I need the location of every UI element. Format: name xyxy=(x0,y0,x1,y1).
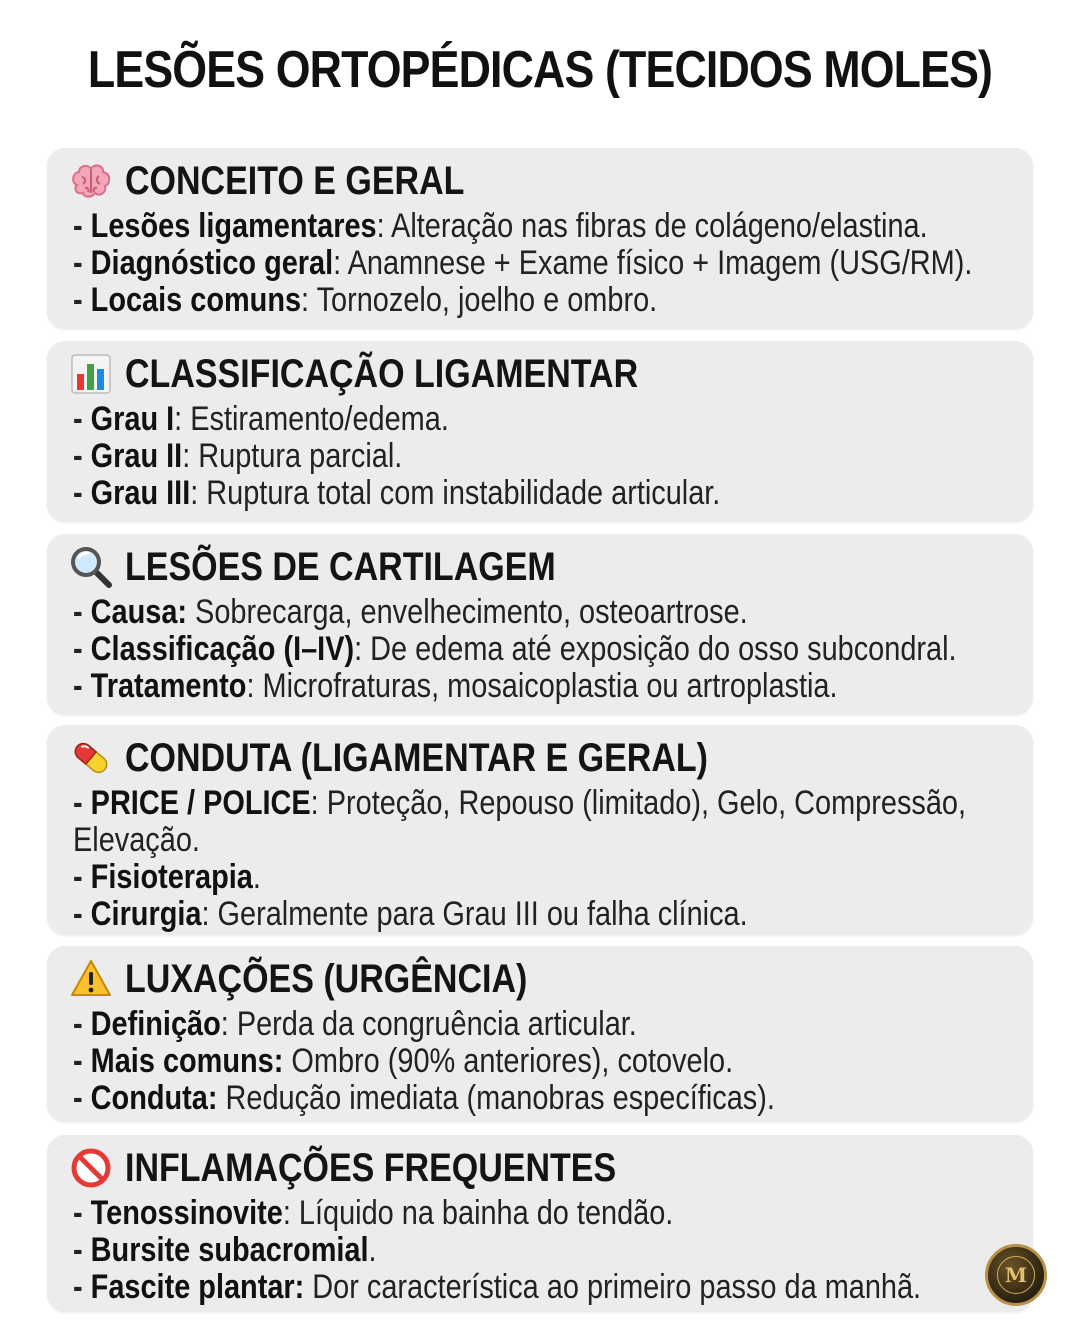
section-card xyxy=(47,946,1033,1122)
bar-chart-icon xyxy=(69,352,113,396)
list-item: - Mais comuns: Ombro (90% anteriores), cotovelo. xyxy=(73,1042,734,1080)
brain-icon xyxy=(69,159,113,203)
list-item: - PRICE / POLICE: Proteção, Repouso (limitado), Gelo, Compressão, xyxy=(73,784,967,822)
seal-logo-icon xyxy=(985,1244,1047,1306)
section-card xyxy=(47,725,1033,935)
list-item: - Diagnóstico geral: Anamnese + Exame físico + Imagem (USG/RM). xyxy=(73,244,973,282)
list-item: - Locais comuns: Tornozelo, joelho e ombro. xyxy=(73,281,658,319)
pill-icon xyxy=(69,736,113,780)
page-title: LESÕES ORTOPÉDICAS (TECIDOS MOLES) xyxy=(87,41,993,99)
section-card xyxy=(47,148,1033,329)
section-card xyxy=(47,534,1033,715)
list-item-continuation: Elevação. xyxy=(73,821,200,859)
prohibited-icon xyxy=(69,1146,113,1190)
seal-logo-inner xyxy=(997,1256,1035,1294)
list-item: - Classificação (I–IV): De edema até exposição do osso subcondral. xyxy=(73,630,957,668)
section-heading: LUXAÇÕES (URGÊNCIA) xyxy=(125,956,528,1001)
magnifier-icon xyxy=(69,545,113,589)
list-item: - Grau I: Estiramento/edema. xyxy=(73,400,449,438)
list-item: - Definição: Perda da congruência articular. xyxy=(73,1005,637,1043)
section-heading: CLASSIFICAÇÃO LIGAMENTAR xyxy=(125,351,639,396)
list-item: - Causa: Sobrecarga, envelhecimento, osteoartrose. xyxy=(73,593,748,631)
section-heading: LESÕES DE CARTILAGEM xyxy=(125,544,556,589)
section-card xyxy=(47,1135,1033,1312)
list-item: - Lesões ligamentares: Alteração nas fibras de colágeno/elastina. xyxy=(73,207,928,245)
list-item: - Tratamento: Microfraturas, mosaicoplastia ou artroplastia. xyxy=(73,667,838,705)
warning-icon xyxy=(69,957,113,1001)
section-heading: CONCEITO E GERAL xyxy=(125,158,465,203)
list-item: - Cirurgia: Geralmente para Grau III ou falha clínica. xyxy=(73,895,748,933)
section-heading: INFLAMAÇÕES FREQUENTES xyxy=(125,1145,617,1190)
list-item: - Fisioterapia. xyxy=(73,858,261,896)
list-item: - Tenossinovite: Líquido na bainha do tendão. xyxy=(73,1194,674,1232)
list-item: - Fascite plantar: Dor característica ao primeiro passo da manhã. xyxy=(73,1268,922,1306)
list-item: - Conduta: Redução imediata (manobras específicas). xyxy=(73,1079,775,1117)
section-heading: CONDUTA (LIGAMENTAR E GERAL) xyxy=(125,735,708,780)
section-card xyxy=(47,341,1033,522)
list-item: - Bursite subacromial. xyxy=(73,1231,377,1269)
list-item: - Grau II: Ruptura parcial. xyxy=(73,437,403,475)
list-item: - Grau III: Ruptura total com instabilidade articular. xyxy=(73,474,721,512)
seal-logo-mark: M xyxy=(1004,1263,1028,1287)
